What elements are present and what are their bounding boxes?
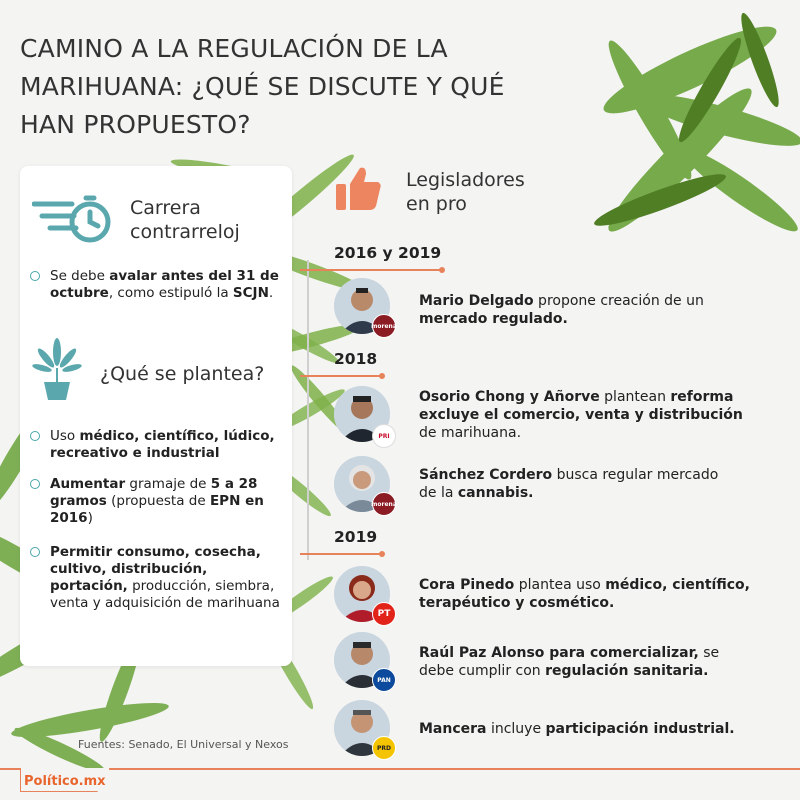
- list-item: Aumentar gramaje de 5 a 28 gramos (propuesta de EPN en 2016): [30, 476, 280, 527]
- section-title-legislators: Legisladores en pro: [406, 169, 525, 215]
- party-badge: morena: [372, 492, 396, 516]
- party-badge: PT: [372, 602, 396, 626]
- timeline-line: [307, 260, 309, 560]
- party-badge: PRI: [372, 424, 396, 448]
- section-title-countdown: Carrera contrarreloj: [130, 197, 240, 243]
- year-label: 2019: [334, 528, 378, 546]
- year-label: 2016 y 2019: [334, 244, 442, 262]
- year-divider: [300, 269, 442, 271]
- list-item: Osorio Chong y Añorve plantean reforma excluye el comercio, venta y distribución de marihuana.: [419, 389, 743, 441]
- list-item: Se debe avalar antes del 31 de octubre, como estipuló la SCJN.: [30, 268, 280, 302]
- cannabis-leaves-decoration-top-right: [540, 0, 800, 270]
- year-divider: [300, 553, 382, 555]
- list-item: Mancera incluye participación industrial.: [419, 721, 735, 737]
- sources-note: Fuentes: Senado, El Universal y Nexos: [78, 738, 289, 751]
- party-badge: PRD: [372, 736, 396, 760]
- list-item: Mario Delgado propone creación de un mercado regulado.: [419, 293, 704, 327]
- footer-divider: [0, 768, 800, 770]
- party-badge: PAN: [372, 668, 396, 692]
- section-title-proposals: ¿Qué se plantea?: [100, 363, 265, 385]
- party-badge: morena: [372, 314, 396, 338]
- list-item: Uso médico, científico, lúdico, recreativo e industrial: [30, 428, 280, 462]
- list-item: Cora Pinedo plantea uso médico, científico, terapéutico y cosmético.: [419, 577, 750, 611]
- list-item: Sánchez Cordero busca regular mercado de la cannabis.: [419, 467, 719, 501]
- info-card: [20, 166, 292, 666]
- brand-logo: Político.mx: [24, 774, 106, 789]
- list-item: Permitir consumo, cosecha, cultivo, distribución, portación, producción, siembra, venta y adquisición de marihuana: [30, 544, 280, 612]
- page-title: CAMINO A LA REGULACIÓN DE LA MARIHUANA: ¿QUÉ SE DISCUTE Y QUÉ HAN PROPUESTO?: [20, 34, 505, 139]
- list-item: Raúl Paz Alonso para comercializar, se debe cumplir con regulación sanitaria.: [419, 645, 720, 679]
- cannabis-plant-icon: [32, 338, 82, 402]
- thumbs-up-icon: [334, 164, 384, 214]
- year-label: 2018: [334, 350, 378, 368]
- year-divider: [300, 375, 382, 377]
- fast-clock-icon: [32, 192, 112, 250]
